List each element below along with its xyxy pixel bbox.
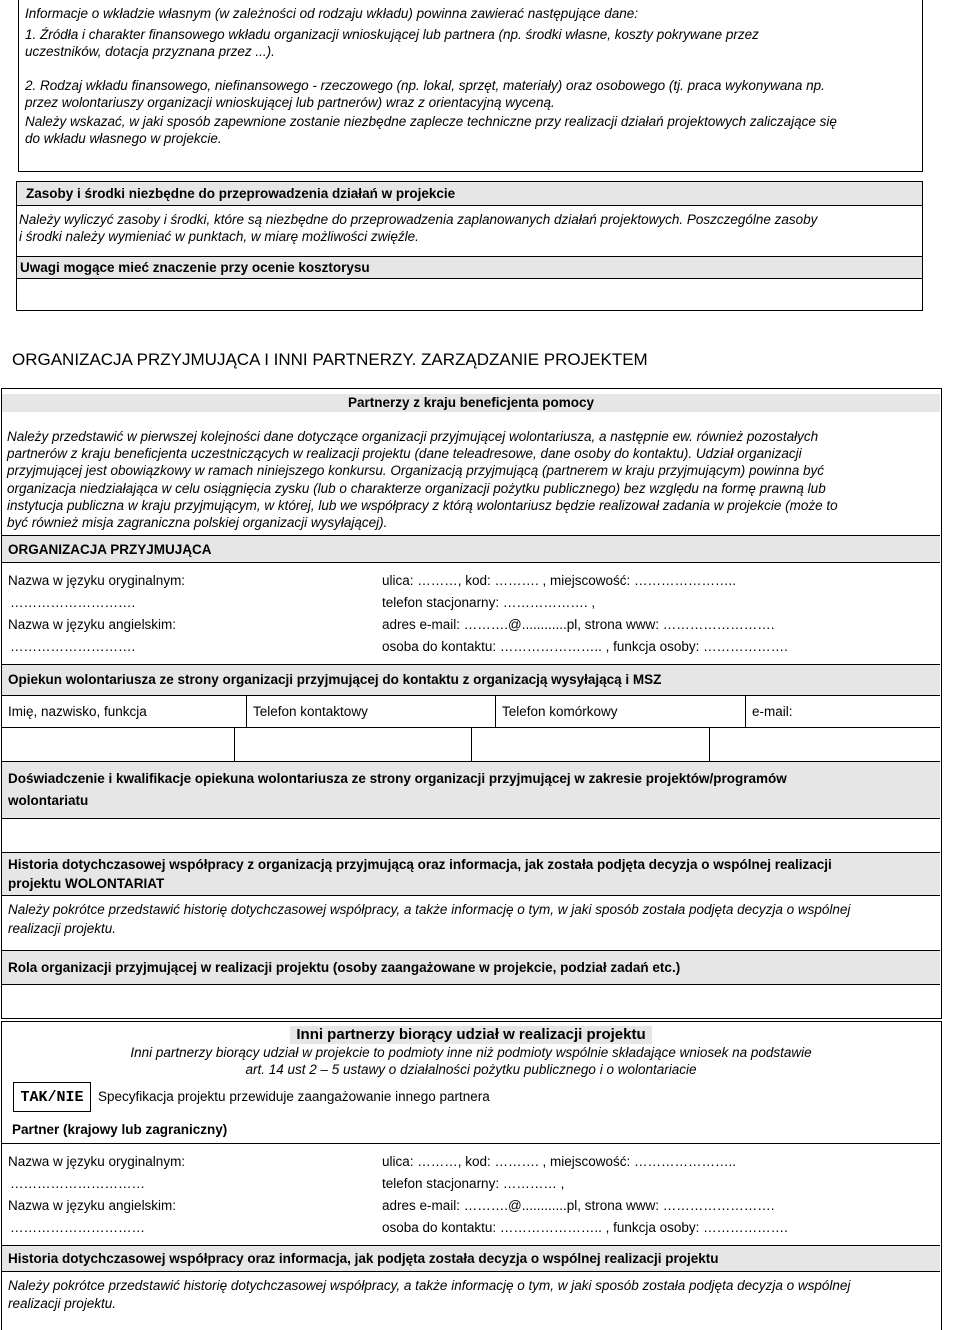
experience-input-area[interactable] [2,820,940,852]
host-email-field[interactable]: adres e-mail: ……….@............pl, strona www: ……………………. [382,617,775,632]
caretaker-name-input[interactable] [2,728,235,761]
info-item-2-line-2: przez wolontariuszy organizacji wnioskującej lub partnerów) wraz z orientacyjną wyceną. [25,94,555,110]
history-header-line-1: Historia dotychczasowej współpracy z organizacją przyjmującą oraz informacja, jak została podjęta decyzja o wspólnej realizacji [8,857,832,872]
caretaker-header [2,664,940,696]
col-contact-phone: Telefon kontaktowy [247,696,496,727]
partner-name-original-label: Nazwa w języku oryginalnym: [8,1154,186,1169]
info-note-line-2: do wkładu własnego w projekcie. [25,131,222,147]
partner-history-note [8,1277,938,1313]
partner-address-field[interactable]: ulica: ………, kod: ………. , miejscowość: ………………….. [382,1154,737,1169]
partners-desc-line-4: organizacja niedziałająca w celu osiągnięcia zysku (lub o charakterze organizacji pożytku publicznego) bez względu na formę prawną lub [7,480,826,496]
col-mobile-phone: Telefon komórkowy [496,696,746,727]
host-phone-field[interactable]: telefon stacjonarny: ………………. , [382,595,596,610]
caretaker-columns-row [2,696,940,728]
role-input-area[interactable] [2,986,940,1018]
host-org-names [8,570,368,658]
history-header-line-2: projektu WOLONTARIAT [8,875,165,891]
caretaker-data-row [2,728,940,761]
history-note [8,900,938,938]
partner-history-note-line-2: realizacji projektu. [8,1296,117,1311]
host-contact-person-field[interactable]: osoba do kontaktu: ………………….. , funkcja osoby: ………………. [382,639,788,654]
history-note-line-2: realizacji projektu. [8,921,117,936]
caretaker-phone-input[interactable] [235,728,472,761]
info-note-line-1: Należy wskazać, w jaki sposób zapewnione zostanie niezbędne zaplecze techniczne przy realizacji działań projektowych zaliczające się [25,114,837,130]
caretaker-header-text: Opiekun wolontariusza ze strony organizacji przyjmującej do kontaktu z organizacją wysyłającą i MSZ [8,672,662,687]
host-name-english-label: Nazwa w języku angielskim: [8,617,177,632]
resources-header-text: Zasoby i środki niezbędne do przeprowadzenia działań w projekcie [26,186,456,201]
partners-header [2,394,940,412]
remarks-header-text: Uwagi mogące mieć znaczenie przy ocenie kosztorysu [20,260,370,275]
info-title: Informacje o wkładzie własnym (w zależności od rodzaju wkładu) powinna zawierać następujące dane: [25,6,639,21]
experience-header-line-2: wolontariatu [8,793,89,808]
partner-email-field[interactable]: adres e-mail: ……….@............pl, strona www: ……………………. [382,1198,775,1213]
own-contribution-info-text [25,5,920,147]
role-header [2,950,940,985]
partner-contact-person-field[interactable]: osoba do kontaktu: ………………….. , funkcja osoby: ………………. [382,1220,788,1235]
caretaker-mobile-input[interactable] [472,728,710,761]
partner-name-original-field[interactable]: ………………………… [10,1176,145,1191]
host-name-english-field[interactable]: ………………………. [10,639,136,654]
history-header [2,852,940,896]
section-title: ORGANIZACJA PRZYJMUJĄCA I INNI PARTNERZY. ZARZĄDZANIE PROJEKTEM [12,350,648,369]
partners-header-text: Partnerzy z kraju beneficjenta pomocy [347,395,595,410]
caretaker-email-input[interactable] [710,728,940,761]
tak-nie-box[interactable] [13,1082,91,1112]
partner-contact [382,1151,937,1239]
partner-phone-field[interactable]: telefon stacjonarny: ………… , [382,1176,565,1191]
history-note-line-1: Należy pokrótce przedstawić historię dotychczasowej współpracy, a także informację o tym, w jaki sposób została podjęta decyzja o wspólnej [8,902,851,917]
partner-name-english-field[interactable]: ………………………… [10,1220,145,1235]
col-name-function: Imię, nazwisko, funkcja [2,696,247,727]
host-org-contact [382,570,937,658]
partner-history-note-line-1: Należy pokrótce przedstawić historię dotychczasowej współpracy, a także informację o tym, w jaki sposób została podjęta decyzja o wspólnej [8,1278,851,1293]
resources-line-2: i środki należy wymieniać w punktach, w miarę możliwości zwięźle. [19,229,419,245]
col-email: e-mail: [752,704,793,719]
specification-text: Specyfikacja projektu przewiduje zaangażowanie innego partnera [98,1089,490,1104]
experience-header-line-1: Doświadczenie i kwalifikacje opiekuna wolontariusza ze strony organizacji przyjmującej w zakresie projektów/programów [8,771,787,786]
host-org-header-text: ORGANIZACJA PRZYJMUJĄCA [8,542,212,557]
remarks-header [17,256,922,279]
host-address-field[interactable]: ulica: ………, kod: ………. , miejscowość: ………………….. [382,573,737,588]
partner-separator-top [2,1143,940,1144]
partner-history-header [2,1245,940,1272]
partner-type-label: Partner (krajowy lub zagraniczny) [12,1122,228,1137]
host-name-original-field[interactable]: ………………………. [10,595,136,610]
partners-description [7,428,937,531]
other-partners-header: Inni partnerzy biorący udział w realizacji projektu [290,1026,651,1044]
resources-header [17,182,922,206]
partners-desc-line-3: przyjmującej jest obowiązkowy w ramach niniejszego konkursu. Organizacją przyjmującą (partnerem w kraju przyjmującym) powinna być [7,463,825,479]
other-partners-desc-line-2: art. 14 ust 2 – 5 ustawy o działalności pożytku publicznego i o wolontariacie [245,1062,697,1077]
partners-desc-line-1: Należy przedstawić w pierwszej kolejności dane dotyczące organizacji przyjmującej wolontariusza, a następnie ew. również pozostałych [7,429,819,444]
partner-names [8,1151,368,1239]
other-partners-desc-line-1: Inni partnerzy biorący udział w projekcie to podmioty inne niż podmioty wspólnie składające wniosek na podstawie [130,1045,812,1060]
role-header-text: Rola organizacji przyjmującej w realizacji projektu (osoby zaangażowane w projekcie, podział zadań etc.) [8,960,681,975]
partners-desc-line-5: instytucja publiczna w kraju przyjmującym, w której, lub we współpracy z którą wolontariusz będzie realizował zadania w projekcie (może to [7,497,838,513]
info-item-2-line-1: 2. Rodzaj wkładu finansowego, niefinansowego - rzeczowego (np. lokal, sprzęt, materiały) oraz osobowego (tj. praca wykonywana np. [25,77,825,93]
partners-desc-line-6: być również misja zagraniczna polskiej organizacji wysyłającej). [7,515,388,531]
info-item-1-line-1: 1. Źródła i charakter finansowego wkładu organizacji wnioskującej lub partnera (np. środki własne, koszty pokrywane przez [25,27,759,43]
host-org-header [2,535,940,563]
partner-history-header-text: Historia dotychczasowej współpracy oraz informacja, jak podjęta została decyzja o wspólnej realizacji projektu [8,1251,719,1266]
remarks-input-area[interactable] [17,280,922,310]
tak-nie-value: TAK/NIE [20,1088,84,1106]
resources-line-1: Należy wyliczyć zasoby i środki, które są niezbędne do przeprowadzenia zaplanowanych działań projektowych. Poszczególne zasoby [19,212,818,227]
other-partners-title-area [2,1026,940,1078]
info-item-1-line-2: uczestników, dotacja przyznana przez ...). [25,44,275,60]
host-name-original-label: Nazwa w języku oryginalnym: [8,573,186,588]
resources-instructions [19,211,919,245]
partners-desc-line-2: partnerów z kraju beneficjenta uczestniczących w realizacji projektu (dane teleadresowe, dane osoby do kontaktu). Udział organizacji [7,446,802,462]
partner-name-english-label: Nazwa w języku angielskim: [8,1198,177,1213]
experience-header [2,761,940,819]
